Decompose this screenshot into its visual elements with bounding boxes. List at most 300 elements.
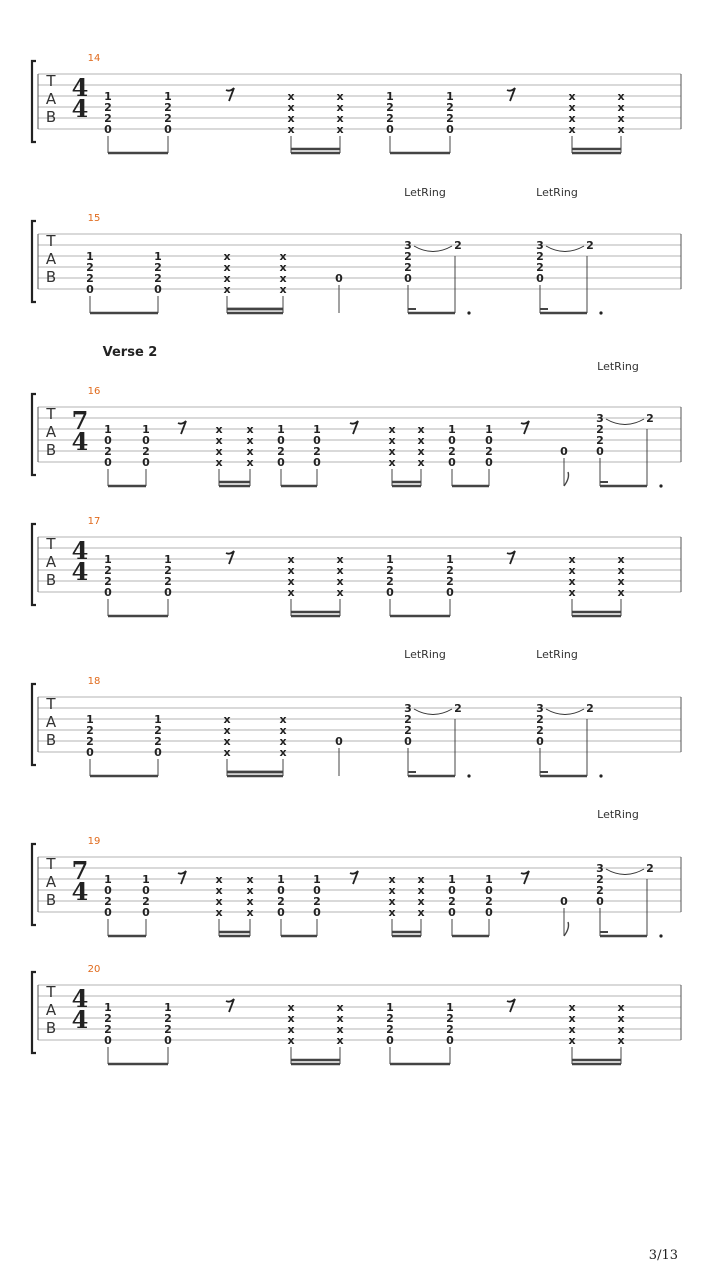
tab-clef-letter: T [46,855,56,873]
fret-number: x [568,1012,576,1025]
fret-number: x [223,724,231,737]
fret-number: x [287,112,295,125]
fret-number: x [617,101,625,114]
fret-number: 1 [154,713,162,726]
time-signature-denominator: 4 [71,94,89,123]
fret-number: 3 [596,412,604,425]
tie-arc [414,709,452,715]
eighth-rest [226,88,234,101]
fret-number: 0 [164,1034,172,1047]
fret-number-tied: 2 [586,702,594,715]
fret-number: 0 [104,123,112,136]
fret-number: 2 [154,735,162,748]
fret-number: 2 [446,564,454,577]
fret-number: 1 [164,553,172,566]
fret-number: 0 [277,906,285,919]
fret-number: 1 [277,873,285,886]
tie-arc [546,709,584,715]
eighth-rest [507,999,515,1012]
fret-number: x [279,283,287,296]
eighth-rest [178,421,186,434]
fret-number: 0 [560,445,568,458]
fret-number-tied: 2 [646,412,654,425]
fret-number: 0 [104,456,112,469]
tie-arc [546,246,584,252]
fret-number: x [223,261,231,274]
tie-arc [414,246,452,252]
fret-number: 2 [104,1023,112,1036]
fret-number: x [279,735,287,748]
fret-number: 0 [404,272,412,285]
fret-number: x [287,1034,295,1047]
fret-number: 2 [164,564,172,577]
let-ring-label: LetRing [404,648,446,661]
measure-number: 19 [87,836,101,847]
tab-clef-letter: T [46,405,56,423]
fret-number: 0 [536,272,544,285]
fret-number: x [417,456,425,469]
duration-dot [659,484,662,487]
fret-number: 2 [104,101,112,114]
fret-number: 2 [164,1012,172,1025]
fret-number: 2 [164,1023,172,1036]
fret-number: 0 [313,434,321,447]
fret-number: x [388,456,396,469]
system-bracket [32,524,36,605]
fret-number: 2 [446,101,454,114]
fret-number: 1 [446,90,454,103]
fret-number: 3 [596,862,604,875]
let-ring-label: LetRing [597,360,639,373]
fret-number: 0 [86,283,94,296]
fret-number: x [617,575,625,588]
tab-clef-letter: A [45,90,57,108]
fret-number: 0 [386,123,394,136]
fret-number: x [336,112,344,125]
fret-number: 2 [536,713,544,726]
fret-number: x [617,586,625,599]
duration-dot [599,311,602,314]
fret-number: 0 [335,272,343,285]
fret-number: x [388,445,396,458]
fret-number: x [215,873,223,886]
fret-number: 1 [104,553,112,566]
time-signature-numerator: 4 [71,536,89,565]
fret-number: 1 [104,423,112,436]
fret-number: 0 [560,895,568,908]
fret-number: x [279,272,287,285]
eighth-rest [350,871,358,884]
fret-number: x [246,445,254,458]
fret-number: x [568,1023,576,1036]
tab-clef-letter: A [45,873,57,891]
tab-clef-letter: B [45,441,57,459]
fret-number: x [246,434,254,447]
fret-number: 2 [448,895,456,908]
fret-number: 0 [386,1034,394,1047]
measure-number: 18 [87,676,101,687]
fret-number: x [223,713,231,726]
fret-number: x [568,1034,576,1047]
eighth-rest [507,551,515,564]
system-bracket [32,221,36,302]
fret-number: 0 [386,586,394,599]
fret-number: x [417,423,425,436]
fret-number: x [287,1001,295,1014]
fret-number: 2 [386,112,394,125]
fret-number: 0 [277,434,285,447]
fret-number: x [617,564,625,577]
fret-number: 0 [142,884,150,897]
eighth-rest [521,421,529,434]
tab-clef-letter: B [45,1019,57,1037]
fret-number: 2 [86,724,94,737]
fret-number: x [215,456,223,469]
fret-number: 0 [485,434,493,447]
fret-number: 2 [386,1012,394,1025]
fret-number: 2 [485,445,493,458]
measure-number: 16 [87,386,101,397]
fret-number: 2 [86,735,94,748]
fret-number: 0 [142,434,150,447]
eighth-flag [564,472,569,486]
fret-number: 1 [104,90,112,103]
fret-number: x [388,884,396,897]
fret-number: 0 [448,456,456,469]
system-bracket [32,844,36,925]
fret-number: 0 [142,906,150,919]
tab-clef-letter: B [45,731,57,749]
fret-number: 1 [154,250,162,263]
fret-number: x [279,261,287,274]
fret-number: 2 [142,895,150,908]
fret-number: 1 [386,90,394,103]
fret-number: x [223,272,231,285]
fret-number: x [336,101,344,114]
fret-number: 2 [104,895,112,908]
duration-dot [467,311,470,314]
fret-number: x [417,895,425,908]
fret-number: x [279,713,287,726]
fret-number: 1 [142,423,150,436]
fret-number: x [568,1001,576,1014]
fret-number: 1 [313,423,321,436]
fret-number: 0 [277,456,285,469]
fret-number: x [223,250,231,263]
duration-dot [599,774,602,777]
let-ring-label: LetRing [597,808,639,821]
eighth-rest [178,871,186,884]
fret-number: x [568,101,576,114]
fret-number: 2 [104,445,112,458]
fret-number: x [617,1034,625,1047]
duration-dot [467,774,470,777]
tab-clef-letter: A [45,250,57,268]
fret-number: 0 [596,895,604,908]
eighth-rest [350,421,358,434]
fret-number: x [336,575,344,588]
fret-number: 2 [164,112,172,125]
fret-number: x [617,1023,625,1036]
fret-number: 3 [536,239,544,252]
fret-number: x [336,586,344,599]
fret-number: 0 [448,906,456,919]
fret-number: x [388,434,396,447]
fret-number: x [568,564,576,577]
fret-number: 2 [104,575,112,588]
fret-number: x [246,873,254,886]
fret-number: 3 [404,239,412,252]
fret-number: x [215,884,223,897]
fret-number: x [215,895,223,908]
fret-number: 0 [104,1034,112,1047]
tab-clef-letter: B [45,108,57,126]
fret-number: x [568,575,576,588]
fret-number: x [336,1023,344,1036]
tab-clef-letter: T [46,695,56,713]
fret-number: 1 [142,873,150,886]
fret-number: 0 [313,906,321,919]
fret-number: x [336,553,344,566]
fret-number: 0 [104,906,112,919]
fret-number: x [388,423,396,436]
fret-number: x [287,1012,295,1025]
fret-number: x [336,1012,344,1025]
fret-number: 2 [448,445,456,458]
fret-number: x [568,586,576,599]
fret-number: 2 [386,564,394,577]
fret-number: x [287,90,295,103]
fret-number: 1 [485,873,493,886]
measure-number: 17 [87,516,101,527]
let-ring-label: LetRing [536,186,578,199]
tab-clef-letter: B [45,268,57,286]
system-bracket [32,684,36,765]
fret-number: 3 [404,702,412,715]
fret-number: 1 [448,873,456,886]
fret-number: 2 [142,445,150,458]
fret-number: 2 [536,261,544,274]
fret-number: 2 [536,250,544,263]
tab-clef-letter: B [45,571,57,589]
fret-number: x [336,1034,344,1047]
time-signature-denominator: 4 [71,557,89,586]
tie-arc [606,419,644,425]
let-ring-label: LetRing [536,648,578,661]
fret-number: 2 [154,272,162,285]
duration-dot [659,934,662,937]
fret-number: 2 [154,724,162,737]
fret-number: x [417,884,425,897]
measure-number: 20 [87,964,101,975]
time-signature-denominator: 4 [71,877,89,906]
fret-number: x [215,906,223,919]
fret-number: x [388,873,396,886]
fret-number: 0 [536,735,544,748]
page-number: 3/13 [648,1248,678,1263]
fret-number: x [568,90,576,103]
fret-number: 2 [404,713,412,726]
fret-number: 0 [104,586,112,599]
fret-number: 2 [86,272,94,285]
fret-number: 2 [404,724,412,737]
eighth-rest [226,551,234,564]
fret-number: x [388,895,396,908]
system-bracket [32,394,36,475]
time-signature-denominator: 4 [71,427,89,456]
fret-number: x [246,423,254,436]
fret-number: 0 [277,884,285,897]
fret-number: 0 [404,735,412,748]
fret-number: 3 [536,702,544,715]
fret-number: 2 [313,895,321,908]
fret-number: x [417,434,425,447]
tab-clef-letter: A [45,1001,57,1019]
tie-arc [606,869,644,875]
fret-number: 2 [596,873,604,886]
tab-clef-letter: T [46,232,56,250]
fret-number: 2 [596,434,604,447]
fret-number: x [336,90,344,103]
fret-number: 2 [446,112,454,125]
fret-number: x [223,735,231,748]
fret-number: 0 [154,746,162,759]
time-signature-numerator: 4 [71,73,89,102]
fret-number: 2 [104,564,112,577]
fret-number: 0 [448,884,456,897]
fret-number: x [336,1001,344,1014]
fret-number: 1 [277,423,285,436]
fret-number: x [246,906,254,919]
fret-number: 2 [446,1012,454,1025]
fret-number: 2 [104,1012,112,1025]
fret-number: x [215,434,223,447]
tab-clef-letter: A [45,713,57,731]
fret-number: 0 [446,1034,454,1047]
fret-number: 2 [404,250,412,263]
fret-number: 1 [446,553,454,566]
fret-number: 0 [142,456,150,469]
fret-number: 2 [596,423,604,436]
fret-number: 2 [485,895,493,908]
fret-number: 2 [446,575,454,588]
fret-number: 2 [596,884,604,897]
fret-number: 1 [86,250,94,263]
fret-number: 2 [104,112,112,125]
fret-number: 1 [104,873,112,886]
measure-number: 15 [87,213,101,224]
fret-number: x [617,123,625,136]
fret-number: x [617,112,625,125]
fret-number: 1 [313,873,321,886]
fret-number: 1 [104,1001,112,1014]
fret-number: 0 [485,456,493,469]
fret-number: x [223,746,231,759]
fret-number: 2 [386,1023,394,1036]
eighth-rest [507,88,515,101]
tab-clef-letter: T [46,535,56,553]
fret-number: x [287,553,295,566]
fret-number: x [617,90,625,103]
fret-number: x [617,1001,625,1014]
fret-number: 1 [386,553,394,566]
fret-number: 0 [448,434,456,447]
fret-number: 1 [446,1001,454,1014]
tab-clef-letter: T [46,72,56,90]
fret-number: 1 [164,1001,172,1014]
fret-number: x [287,123,295,136]
fret-number: 0 [335,735,343,748]
tab-clef-letter: T [46,983,56,1001]
fret-number: x [246,456,254,469]
fret-number: 1 [164,90,172,103]
fret-number: 0 [313,456,321,469]
fret-number: 0 [154,283,162,296]
fret-number: 0 [104,434,112,447]
fret-number: x [287,101,295,114]
system-bracket [32,61,36,142]
time-signature-numerator: 7 [71,856,89,885]
fret-number: x [336,564,344,577]
fret-number: x [287,586,295,599]
fret-number: x [568,112,576,125]
let-ring-label: LetRing [404,186,446,199]
fret-number: 2 [536,724,544,737]
fret-number: 1 [86,713,94,726]
fret-number: x [417,873,425,886]
fret-number: x [568,553,576,566]
fret-number: 0 [485,906,493,919]
fret-number: x [223,283,231,296]
fret-number: 0 [164,586,172,599]
fret-number: 2 [86,261,94,274]
fret-number: 1 [386,1001,394,1014]
fret-number: x [215,423,223,436]
fret-number: x [417,906,425,919]
eighth-rest [226,999,234,1012]
fret-number: x [617,553,625,566]
time-signature-denominator: 4 [71,1005,89,1034]
fret-number: x [287,575,295,588]
system-bracket [32,972,36,1053]
fret-number: 2 [164,101,172,114]
fret-number: 0 [446,123,454,136]
fret-number: x [617,1012,625,1025]
fret-number: x [388,906,396,919]
time-signature-numerator: 7 [71,406,89,435]
fret-number: 0 [164,123,172,136]
fret-number: x [215,445,223,458]
fret-number: 1 [448,423,456,436]
section-label: Verse 2 [102,345,158,360]
tab-clef-letter: B [45,891,57,909]
fret-number: x [279,746,287,759]
tab-clef-letter: A [45,553,57,571]
fret-number: 0 [485,884,493,897]
fret-number: 2 [386,575,394,588]
fret-number-tied: 2 [454,702,462,715]
fret-number-tied: 2 [646,862,654,875]
fret-number: 2 [164,575,172,588]
fret-number: 2 [446,1023,454,1036]
fret-number: 2 [404,261,412,274]
fret-number: 1 [485,423,493,436]
eighth-rest [521,871,529,884]
fret-number-tied: 2 [454,239,462,252]
fret-number: 0 [313,884,321,897]
fret-number: x [287,564,295,577]
time-signature-numerator: 4 [71,984,89,1013]
